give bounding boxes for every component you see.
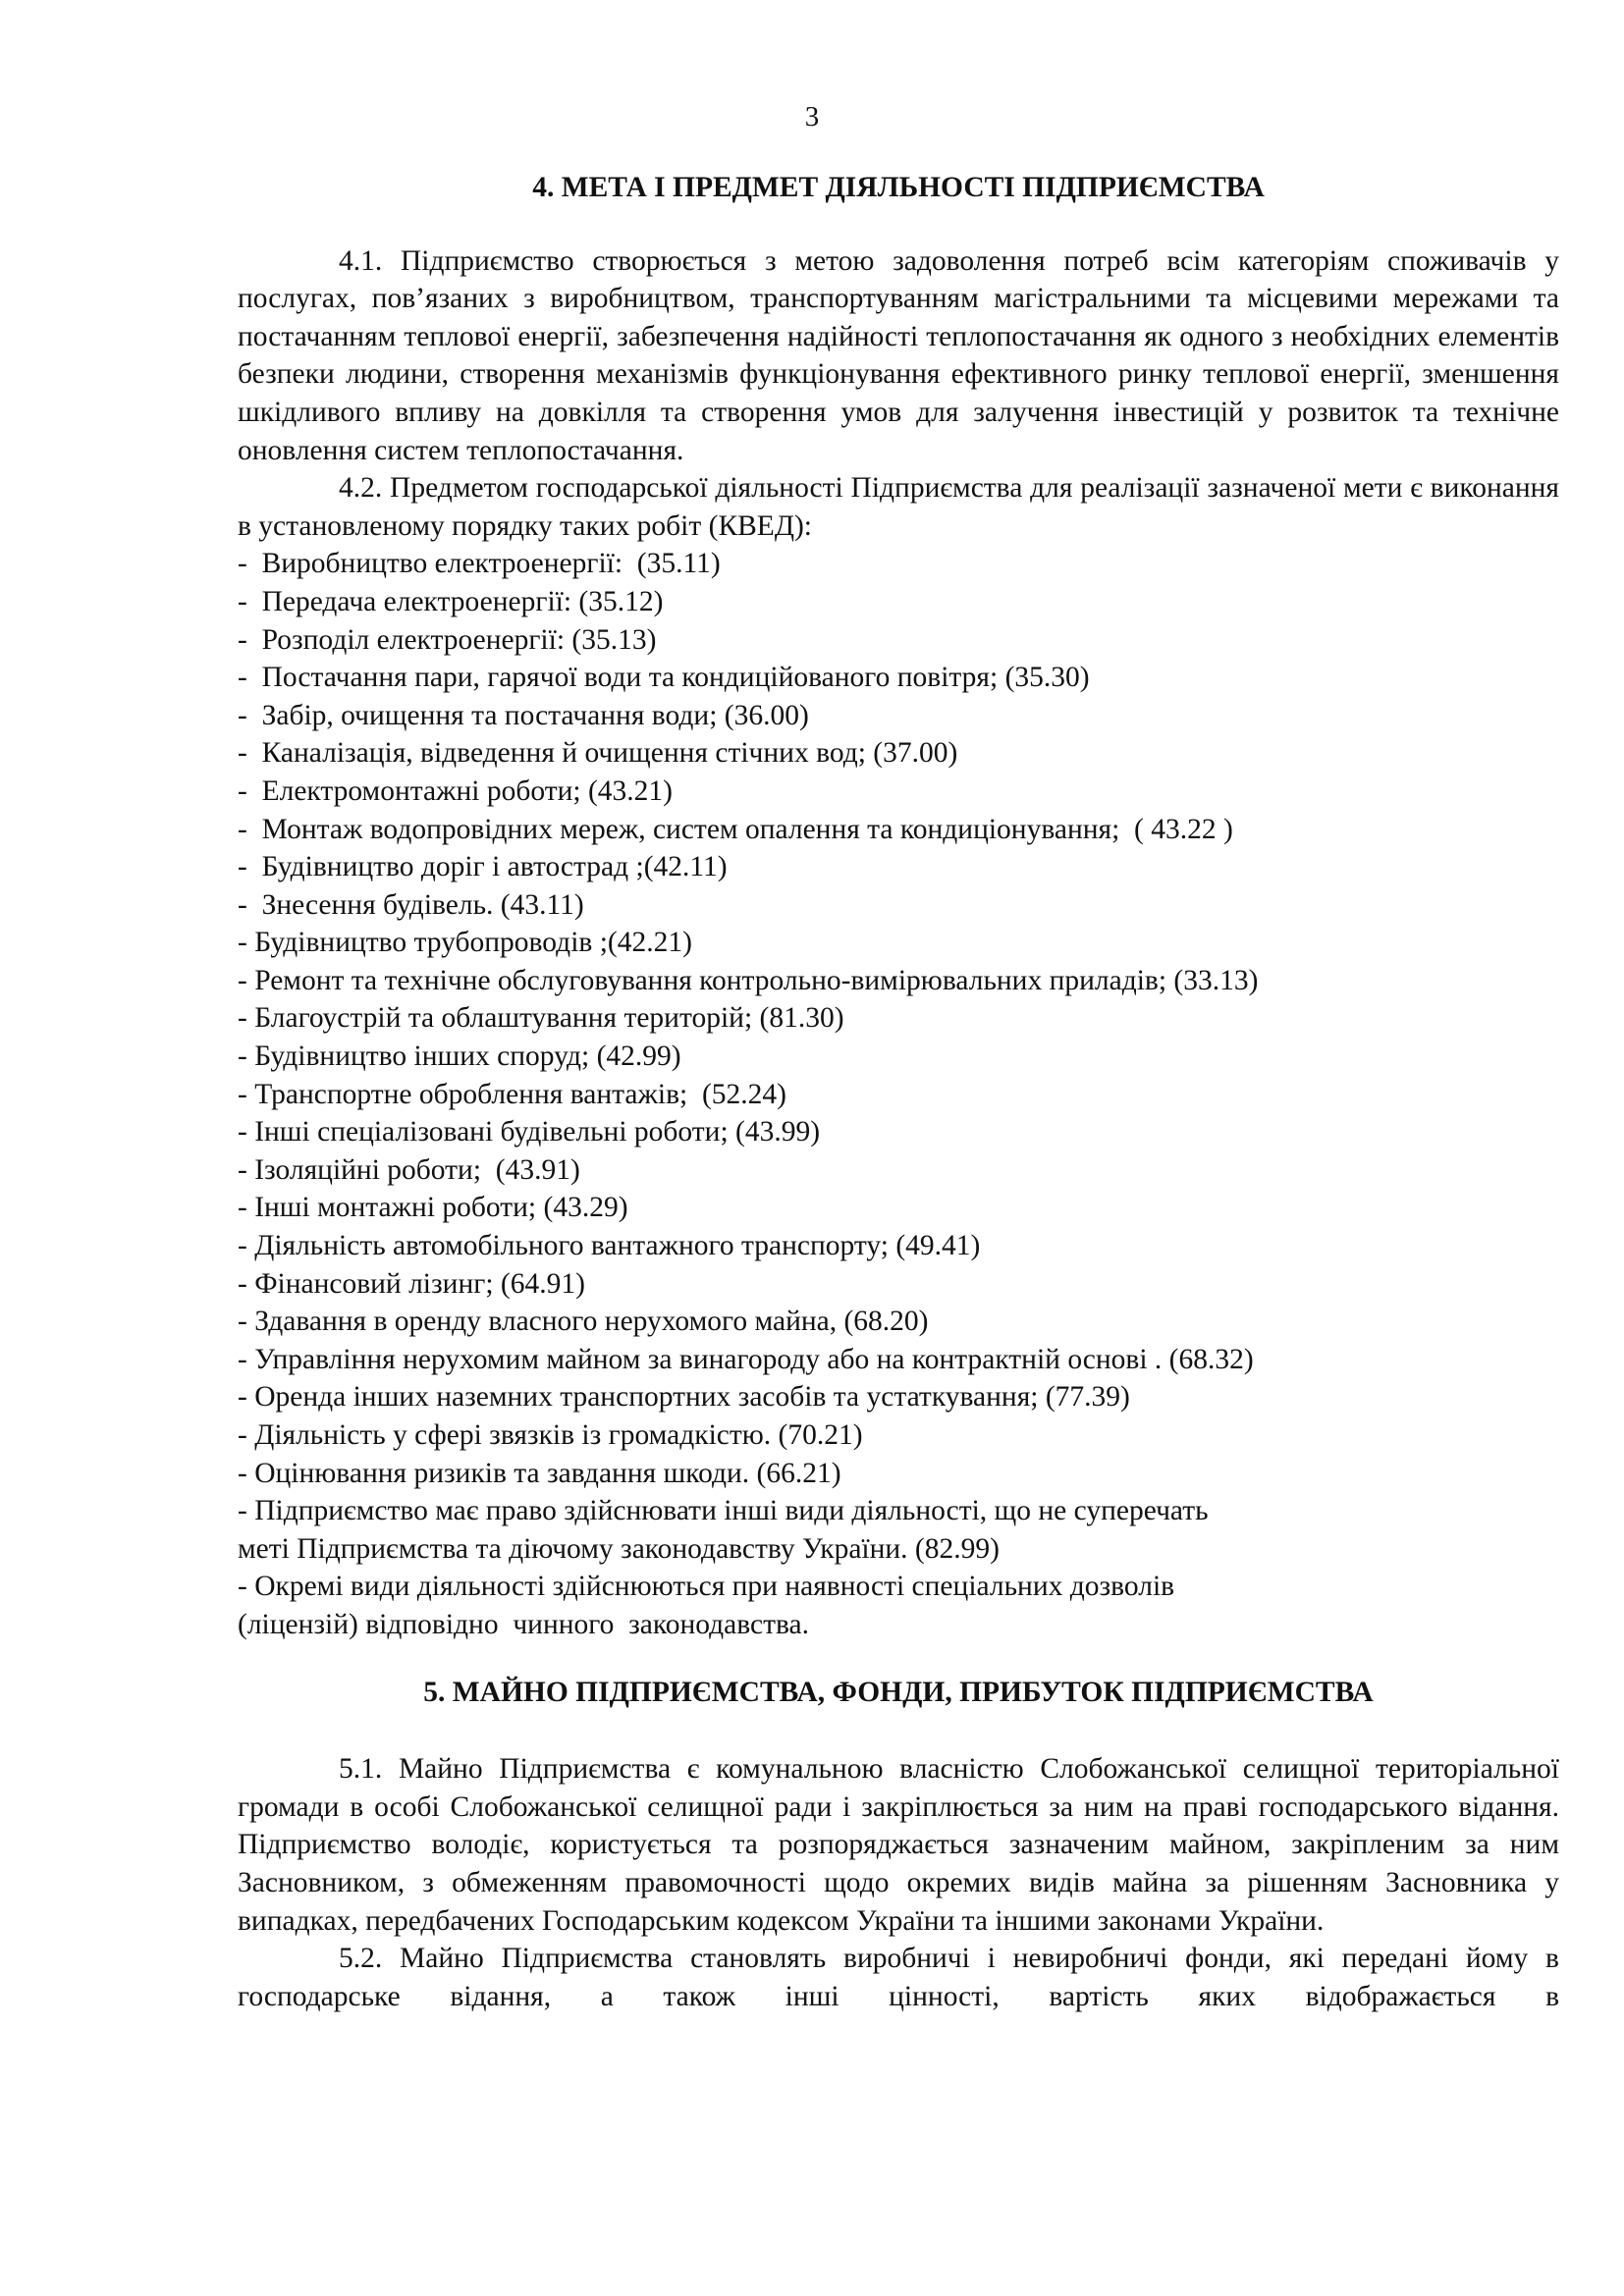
activity-list-item: - Здавання в оренду власного нерухомого майна, (68.20) bbox=[238, 1306, 929, 1338]
section-5-heading: 5. МАЙНО ПІДПРИЄМСТВА, ФОНДИ, ПРИБУТОК ПІДПРИЄМСТВА bbox=[423, 1676, 1374, 1708]
activity-list-item: - Управління нерухомим майном за винагороду або на контрактній основі . (68.32) bbox=[238, 1343, 1254, 1375]
paragraph-4-1: 4.1. Підприємство створюється з метою задоволення потреб всім категоріям споживачів у послугах, пов’язаних з виробництвом, транспортуванням магістральними та місцевими мережами та постачанням теплової енергії, забезпечення надійності теплопостачання як одного з необхідних елементів безпеки людини, створення механізмів функціонування ефективного ринку теплової енергії, зменшення шкідливого впливу на довкілля та створення умов для залучення інвестицій у розвиток та технічне оновлення систем теплопостачання. bbox=[238, 244, 1559, 466]
licenses-line-1: - Окремі види діяльності здійснюються при наявності спеціальних дозволів bbox=[238, 1571, 1175, 1603]
section-4-heading: 4. МЕТА І ПРЕДМЕТ ДІЯЛЬНОСТІ ПІДПРИЄМСТВА bbox=[532, 172, 1265, 203]
activity-list-item: - Забір, очищення та постачання води; (36.00) bbox=[238, 699, 809, 731]
activity-list-item: - Діяльність у сфері звязків із громадкістю. (70.21) bbox=[238, 1419, 863, 1451]
activity-list-item: - Виробництво електроенергії: (35.11) bbox=[238, 548, 721, 580]
activity-list-item: - Постачання пари, гарячої води та кондиційованого повітря; (35.30) bbox=[238, 662, 1090, 694]
activity-list-item: - Каналізація, відведення й очищення стічних вод; (37.00) bbox=[238, 737, 958, 770]
activity-list-item: - Передача електроенергії: (35.12) bbox=[238, 585, 664, 617]
other-activities-line-2: меті Підприємства та діючому законодавству України. (82.99) bbox=[238, 1532, 1000, 1565]
activity-list-item: - Знесення будівель. (43.11) bbox=[238, 888, 584, 921]
activity-list-item: - Інші монтажні роботи; (43.29) bbox=[238, 1192, 628, 1224]
activity-list-item: - Діяльність автомобільного вантажного транспорту; (49.41) bbox=[238, 1230, 981, 1262]
activity-list-item: - Монтаж водопровідних мереж, систем опалення та кондиціонування; ( 43.22 ) bbox=[238, 813, 1233, 845]
page-number: 3 bbox=[804, 101, 820, 133]
paragraph-5-2: 5.2. Майно Підприємства становлять виробничі і невиробничі фонди, які передані йому в господарське відання, а також інші цінності, вартість яких відображається в bbox=[238, 1943, 1559, 2012]
activity-list-item: - Оренда інших наземних транспортних засобів та устаткування; (77.39) bbox=[238, 1381, 1130, 1414]
activity-list-item: - Будівництво інших споруд; (42.99) bbox=[238, 1041, 681, 1073]
activity-list-item: - Будівництво доріг і автострад ;(42.11) bbox=[238, 851, 728, 883]
paragraph-4-2: 4.2. Предметом господарської діяльності Підприємства для реалізації зазначеної мети є виконання в установленому порядку таких робіт (КВЕД): bbox=[238, 472, 1559, 542]
activity-list-item: - Ремонт та технічне обслуговування контрольно-вимірювальних приладів; (33.13) bbox=[238, 964, 1259, 996]
activity-list-item: - Фінансовий лізинг; (64.91) bbox=[238, 1267, 585, 1300]
licenses-line-2: (ліцензій) відповідно чинного законодавства. bbox=[238, 1608, 810, 1640]
other-activities-line-1: - Підприємство має право здійснювати інші види діяльності, що не суперечать bbox=[238, 1495, 1209, 1527]
activity-list-item: - Ізоляційні роботи; (43.91) bbox=[238, 1153, 580, 1186]
document-body bbox=[238, 169, 1559, 2015]
activity-list-item: - Будівництво трубопроводів ;(42.21) bbox=[238, 927, 692, 959]
activity-list-item: - Благоустрій та облаштування територій; (81.30) bbox=[238, 1002, 844, 1035]
activity-list-item: - Розподіл електроенергії: (35.13) bbox=[238, 623, 657, 656]
activity-list-item: - Транспортне оброблення вантажів; (52.24) bbox=[238, 1078, 786, 1110]
activity-list-item: - Електромонтажні роботи; (43.21) bbox=[238, 774, 673, 807]
activity-list-item: - Оцінювання ризиків та завдання шкоди. (66.21) bbox=[238, 1457, 841, 1489]
paragraph-5-1: 5.1. Майно Підприємства є комунальною власністю Слобожанської селищної територіальної громади в особі Слобожанської селищної ради і закріплюється за ним на праві господарського відання. Підприємство володіє, користується та розпоряджається зазначеним майном, закріпленим за ним Засновником, з обмеженням правомочності щодо окремих видів майна за рішенням Засновника у випадках, передбачених Господарським кодексом України та іншими законами України. bbox=[238, 1753, 1559, 1937]
activity-list-item: - Інші спеціалізовані будівельні роботи; (43.99) bbox=[238, 1116, 821, 1148]
activity-list bbox=[238, 545, 1559, 1492]
